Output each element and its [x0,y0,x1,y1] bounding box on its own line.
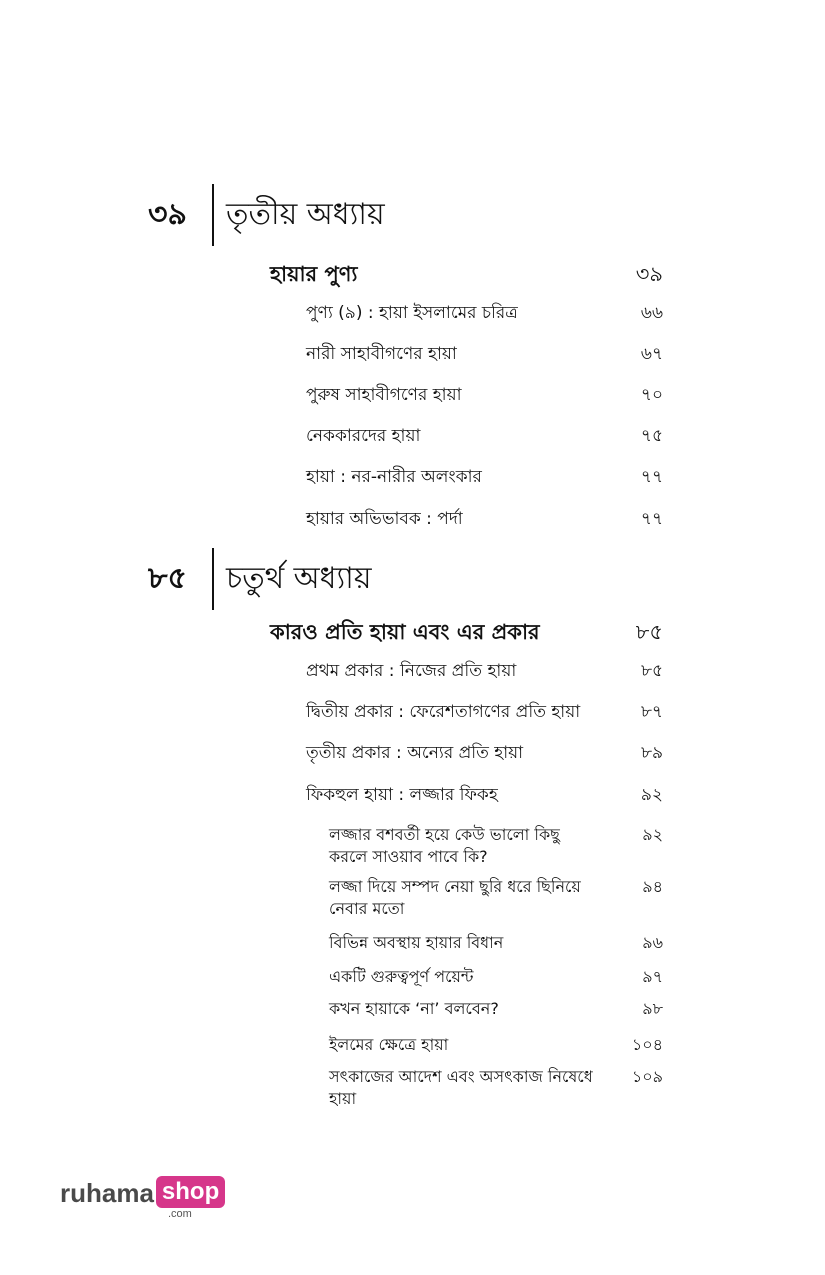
toc-section-title: হায়ার পুণ্য [270,262,358,286]
toc-entry[interactable] [306,506,663,534]
chapter-heading [148,184,385,246]
toc-subentry-title: লজ্জার বশবর্তী হয়ে কেউ ভালো কিছু করলে সাওয়াব পাবে কি? [329,825,560,866]
toc-subentry-title: বিভিন্ন অবস্থায় হায়ার বিধান [329,933,504,952]
toc-page-number: ৭০ [640,385,663,405]
toc-page-number: ৯২ [640,785,663,805]
toc-entry[interactable] [306,423,663,451]
toc-page-number: ৬৬ [640,303,663,323]
toc-subentry[interactable] [329,876,663,920]
toc-entry-title: তৃতীয় প্রকার : অন্যের প্রতি হায়া [306,743,524,763]
chapter-divider [212,548,214,610]
toc-section[interactable] [270,616,663,651]
toc-section[interactable] [270,258,663,293]
ruhamashop-logo [60,1176,225,1220]
toc-entry-title: হায়া : নর-নারীর অলংকার [306,467,482,487]
toc-page-number: ৩৯ [635,262,663,286]
toc-subentry[interactable] [329,998,663,1020]
toc-page-number: ৯৬ [642,933,663,952]
toc-entry[interactable] [306,341,663,369]
toc-page-number: ৮৫ [640,661,663,681]
toc-page-number: ৯৭ [642,967,663,986]
toc-page-number: ৮৯ [640,743,663,763]
toc-section-title: কারও প্রতি হায়া এবং এর প্রকার [270,620,540,644]
logo-domain: .com [168,1208,192,1220]
chapter-title: তৃতীয় অধ্যায় [226,196,385,232]
toc-entry[interactable] [306,382,663,410]
toc-subentry[interactable] [329,1066,663,1110]
toc-entry-title: পুণ্য (৯) : হায়া ইসলামের চরিত্র [306,303,518,323]
toc-entry-title: নেককারদের হায়া [306,426,421,446]
toc-page-number: ৭৭ [640,509,663,529]
toc-subentry[interactable] [329,824,663,868]
chapter-divider [212,184,214,246]
toc-page-number: ৯৮ [642,999,663,1018]
toc-entry[interactable] [306,699,663,727]
toc-entry[interactable] [306,740,663,768]
logo-wordmark: ruhama [60,1178,154,1208]
toc-subentry-title: কখন হায়াকে ‘না’ বলবেন? [329,999,499,1018]
toc-subentry-title: লজ্জা দিয়ে সম্পদ নেয়া ছুরি ধরে ছিনিয়ে নেবার মতো [329,877,581,918]
chapter-heading [148,548,372,610]
toc-entry-title: নারী সাহাবীগণের হায়া [306,344,457,364]
toc-subentry[interactable] [329,932,663,954]
toc-page-number: ৯৪ [642,877,663,896]
toc-entry-title: পুরুষ সাহাবীগণের হায়া [306,385,462,405]
toc-page-number: ৯২ [642,825,663,844]
toc-page-number: ৭৫ [640,426,663,446]
toc-subentry-title: একটি গুরুত্বপূর্ণ পয়েন্ট [329,967,474,986]
chapter-title: চতুর্থ অধ্যায় [226,560,372,596]
chapter-start-page: ৩৯ [148,196,187,232]
toc-subentry-title: ইলমের ক্ষেত্রে হায়া [329,1035,449,1054]
toc-entry-title: দ্বিতীয় প্রকার : ফেরেশতাগণের প্রতি হায়া [306,702,581,722]
toc-page-number: ৬৭ [640,344,663,364]
toc-page-number: ৮৫ [635,620,663,644]
toc-entry[interactable] [306,300,663,328]
toc-entry[interactable] [306,658,663,686]
toc-page-number: ১০৯ [631,1067,663,1086]
toc-subentry-title: সৎকাজের আদেশ এবং অসৎকাজ নিষেধে হায়া [329,1067,593,1108]
toc-subentry[interactable] [329,1034,663,1056]
chapter-start-page: ৮৫ [148,560,187,596]
logo-badge: shop [156,1176,225,1208]
toc-entry-title: হায়ার অভিভাবক : পর্দা [306,509,463,529]
toc-page-number: ৭৭ [640,467,663,487]
toc-page-number: ১০৪ [631,1035,663,1054]
toc-subentry[interactable] [329,966,663,988]
toc-entry[interactable] [306,464,663,492]
toc-entry-title: ফিকহুল হায়া : লজ্জার ফিকহ [306,785,498,805]
toc-entry[interactable] [306,782,663,810]
toc-entry-title: প্রথম প্রকার : নিজের প্রতি হায়া [306,661,517,681]
toc-page-number: ৮৭ [640,702,663,722]
